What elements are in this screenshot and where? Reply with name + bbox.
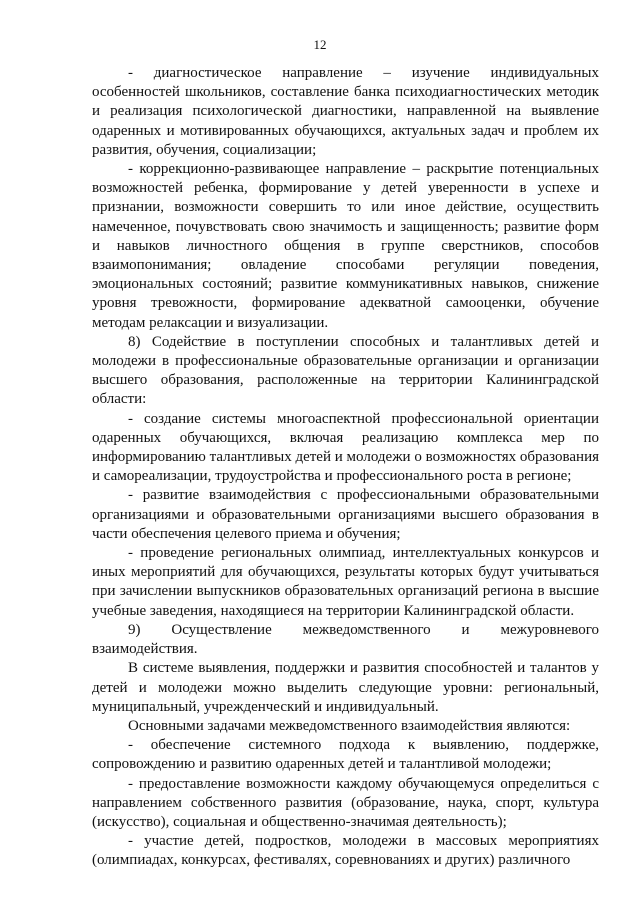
- paragraph-item-9-interdepartmental: 9) Осуществление межведомственного и межуровневого взаимодействия.: [92, 621, 599, 658]
- paragraph-interaction-development: - развитие взаимодействия с профессиональными образовательными организациями и образовательными организациями высшего образования в части обеспечения целевого приема и обучения;: [92, 487, 599, 542]
- paragraph-item-8-admission-support: 8) Содействие в поступлении способных и талантливых детей и молодежи в профессиональные образовательные организации и организации высшего образования, расположенные на территории Калининградской области:: [92, 333, 599, 408]
- page-number: 12: [313, 37, 327, 52]
- paragraph-regional-olympiads: - проведение региональных олимпиад, интеллектуальных конкурсов и иных мероприятий для обучающихся, результаты которых будут учитываться при зачислении выпускников образовательных организаций региона в высшие учебные заведения, находящиеся на территории Калининградской области.: [92, 545, 599, 619]
- paragraph-diagnostic-direction: - диагностическое направление – изучение индивидуальных особенностей школьников, составление банка психодиагностических методик и реализация психологической диагностики, направленной на выявление одаренных и мотивированных обучающихся, актуальных задач и проблем их развития, обучения, социализации;: [92, 65, 599, 158]
- paragraph-correctional-direction: - коррекционно-развивающее направление – раскрытие потенциальных возможностей ребенка, формирование у детей уверенности в успехе и признании, возможности совершить то или иное действие, осуществить намеченное, почувствовать свою значимость и защищенность; развитие форм и навыков личностного общения в группе сверстников, способов взаимопонимания; овладение способами регуляции поведения, эмоциональных состояний; развитие коммуникативных навыков, снижение уровня тревожности, формирование адекватной самооценки, обучение методам релаксации и визуализации.: [92, 161, 599, 331]
- paragraph-main-tasks-heading: Основными задачами межведомственного взаимодействия являются:: [128, 717, 571, 734]
- paragraph-systemic-approach: - обеспечение системного подхода к выявлению, поддержке, сопровождению и развитию одаренных детей и талантливой молодежи;: [92, 737, 599, 773]
- paragraph-mass-events: - участие детей, подростков, молодежи в массовых мероприятиях (олимпиадах, конкурсах, фестивалях, соревнованиях и других) различного: [92, 833, 599, 869]
- paragraph-support-levels: В системе выявления, поддержки и развития способностей и талантов у детей и молодежи можно выделить следующие уровни: региональный, муниципальный, учрежденческий и индивидуальный.: [92, 660, 599, 715]
- document-body: [92, 64, 599, 871]
- paragraph-development-choice: - предоставление возможности каждому обучающемуся определиться с направлением собственного развития (образование, наука, спорт, культура (искусство), социальная и общественно-значимая деятельность);: [92, 775, 599, 830]
- paragraph-career-guidance: - создание системы многоаспектной профессиональной ориентации одаренных обучающихся, включая реализацию комплекса мер по информированию талантливых детей и молодежи о возможностях образования и самореализации, трудоустройства и профессионального роста в регионе;: [92, 410, 599, 485]
